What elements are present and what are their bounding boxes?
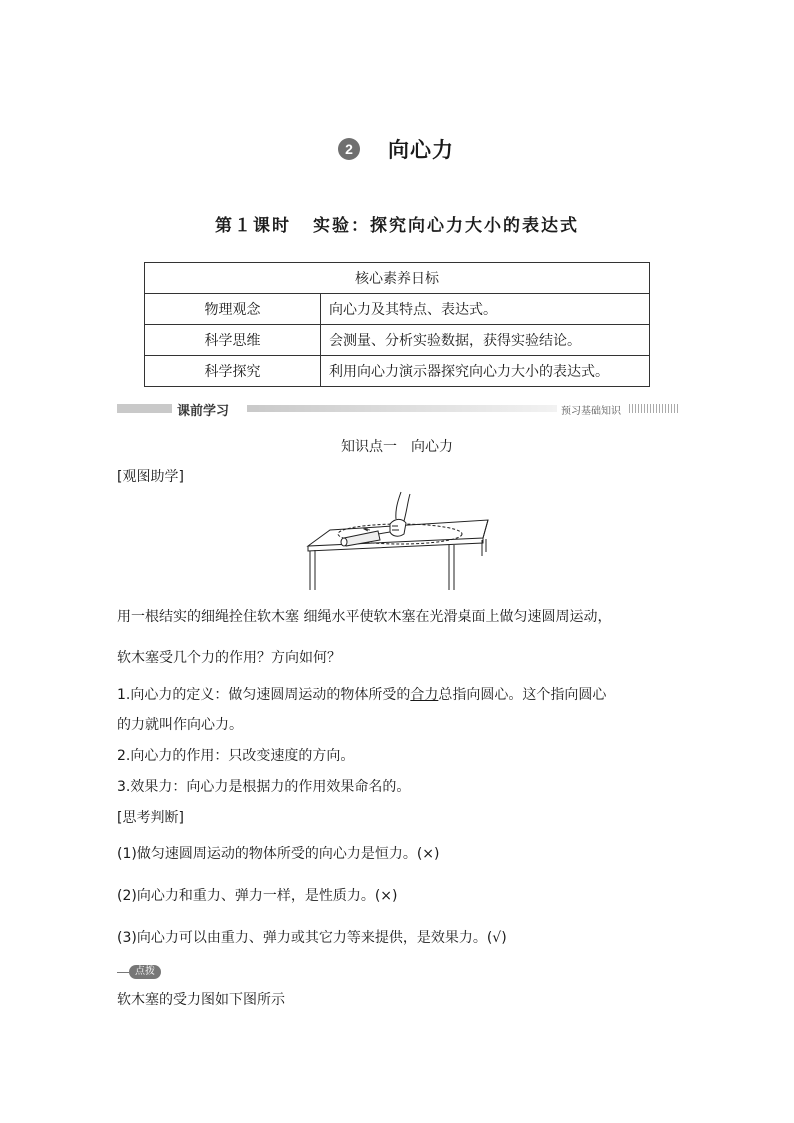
judgment-item: (2)向心力和重力、弹力一样，是性质力。(×)	[117, 888, 398, 904]
tip-text: 软木塞的受力图如下图所示	[117, 992, 285, 1008]
definition-suffix: 总指向圆心。这个指向圆心	[438, 687, 607, 703]
nature-item: 3.效果力：向心力是根据力的作用效果命名的。	[117, 779, 411, 795]
tip-tag-line	[117, 972, 129, 973]
figure-question-line1: 用一根结实的细绳拴住软木塞 细绳水平使软木塞在光滑桌面上做匀速圆周运动，	[117, 609, 612, 625]
goal-value: 利用向心力演示器探究向心力大小的表达式。	[321, 356, 650, 387]
table-row	[145, 356, 650, 387]
section-label: 课前学习	[177, 404, 230, 419]
effect-item: 2.向心力的作用：只改变速度的方向。	[117, 748, 355, 764]
goals-table-header: 核心素养日标	[145, 263, 650, 294]
definition-prefix: 1.向心力的定义：做匀速圆周运动的物体所受的	[117, 687, 411, 703]
lesson-title	[0, 211, 794, 236]
knowledge-point-label: 知识点一	[341, 439, 397, 455]
lesson-title-text: 实验：探究向心力大小的表达式	[313, 216, 579, 236]
figure-question-line2: 软木塞受几个力的作用？方向如何？	[117, 650, 341, 666]
think-label: [思考判断]	[117, 810, 184, 826]
section-bar-gradient	[247, 405, 557, 412]
chapter-title: 向心力	[388, 138, 454, 162]
lesson-label: 第１课时	[215, 216, 291, 236]
judgment-item: (3)向心力可以由重力、弹力或其它力等来提供，是效果力。(√)	[117, 930, 507, 946]
section-bar	[117, 401, 678, 419]
goal-key: 科学探究	[145, 356, 321, 387]
tip-tag	[117, 965, 161, 979]
definition-line2: 的力就叫作向心力。	[117, 717, 243, 733]
table-row	[145, 294, 650, 325]
table-row	[145, 325, 650, 356]
knowledge-point-title	[0, 436, 794, 456]
goal-value: 向心力及其特点、表达式。	[321, 294, 650, 325]
tip-label: 点拨	[129, 965, 161, 979]
knowledge-point-text: 向心力	[411, 439, 453, 455]
chapter-number-badge: 2	[338, 138, 360, 160]
definition-line1	[117, 685, 606, 705]
goal-key: 物理观念	[145, 294, 321, 325]
goal-key: 科学思维	[145, 325, 321, 356]
section-bar-stripes	[629, 404, 678, 413]
section-right-label: 预习基础知识	[561, 406, 621, 417]
goal-value: 会测量、分析实验数据，获得实验结论。	[321, 325, 650, 356]
guide-label: [观图助学]	[117, 469, 184, 485]
definition-underlined: 合力	[410, 687, 439, 703]
judgment-item: (1)做匀速圆周运动的物体所受的向心力是恒力。(×)	[117, 846, 440, 862]
cork-on-table-figure	[300, 490, 500, 592]
section-bar-left-block	[117, 404, 172, 413]
core-goals-table	[144, 262, 650, 387]
chapter-heading	[338, 134, 454, 164]
